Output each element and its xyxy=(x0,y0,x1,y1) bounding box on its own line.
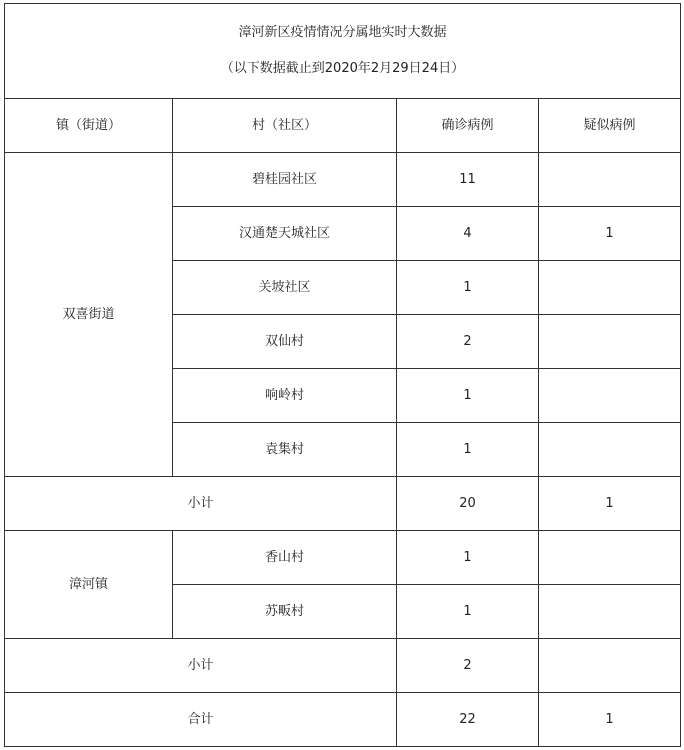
table-row xyxy=(5,153,681,207)
subtotal-confirmed: 20 xyxy=(397,477,539,531)
village-name: 响岭村 xyxy=(173,369,397,423)
table-row xyxy=(5,531,681,585)
total-suspected: 1 xyxy=(539,693,681,747)
suspected-count xyxy=(539,423,681,477)
header-confirmed: 确诊病例 xyxy=(397,99,539,153)
subtotal-label: 小计 xyxy=(5,639,397,693)
suspected-count xyxy=(539,585,681,639)
suspected-count xyxy=(539,369,681,423)
village-name: 袁集村 xyxy=(173,423,397,477)
suspected-count xyxy=(539,315,681,369)
total-confirmed: 22 xyxy=(397,693,539,747)
header-town: 镇（街道） xyxy=(5,99,173,153)
confirmed-count: 2 xyxy=(397,315,539,369)
suspected-count xyxy=(539,531,681,585)
table-subtitle: （以下数据截止到2020年2月29日24日） xyxy=(220,61,465,76)
town-name-zhanghe: 漳河镇 xyxy=(5,531,173,639)
epidemic-data-table xyxy=(4,3,681,747)
subtotal-row xyxy=(5,639,681,693)
confirmed-count: 1 xyxy=(397,369,539,423)
confirmed-count: 1 xyxy=(397,261,539,315)
subtotal-suspected xyxy=(539,639,681,693)
table-title: 漳河新区疫情情况分属地实时大数据 xyxy=(238,25,447,40)
village-name: 苏畈村 xyxy=(173,585,397,639)
header-suspected: 疑似病例 xyxy=(539,99,681,153)
confirmed-count: 4 xyxy=(397,207,539,261)
village-name: 双仙村 xyxy=(173,315,397,369)
confirmed-count: 11 xyxy=(397,153,539,207)
confirmed-count: 1 xyxy=(397,423,539,477)
village-name: 汉通楚天城社区 xyxy=(173,207,397,261)
suspected-count xyxy=(539,261,681,315)
header-row xyxy=(5,99,681,153)
village-name: 碧桂园社区 xyxy=(173,153,397,207)
total-label: 合计 xyxy=(5,693,397,747)
village-name: 香山村 xyxy=(173,531,397,585)
subtotal-confirmed: 2 xyxy=(397,639,539,693)
title-cell xyxy=(5,4,681,99)
subtotal-label: 小计 xyxy=(5,477,397,531)
suspected-count xyxy=(539,153,681,207)
subtotal-row xyxy=(5,477,681,531)
header-village: 村（社区） xyxy=(173,99,397,153)
total-row xyxy=(5,693,681,747)
title-row xyxy=(5,4,681,99)
village-name: 关坡社区 xyxy=(173,261,397,315)
subtotal-suspected: 1 xyxy=(539,477,681,531)
town-name-shuangxi: 双喜街道 xyxy=(5,153,173,477)
confirmed-count: 1 xyxy=(397,585,539,639)
suspected-count: 1 xyxy=(539,207,681,261)
confirmed-count: 1 xyxy=(397,531,539,585)
